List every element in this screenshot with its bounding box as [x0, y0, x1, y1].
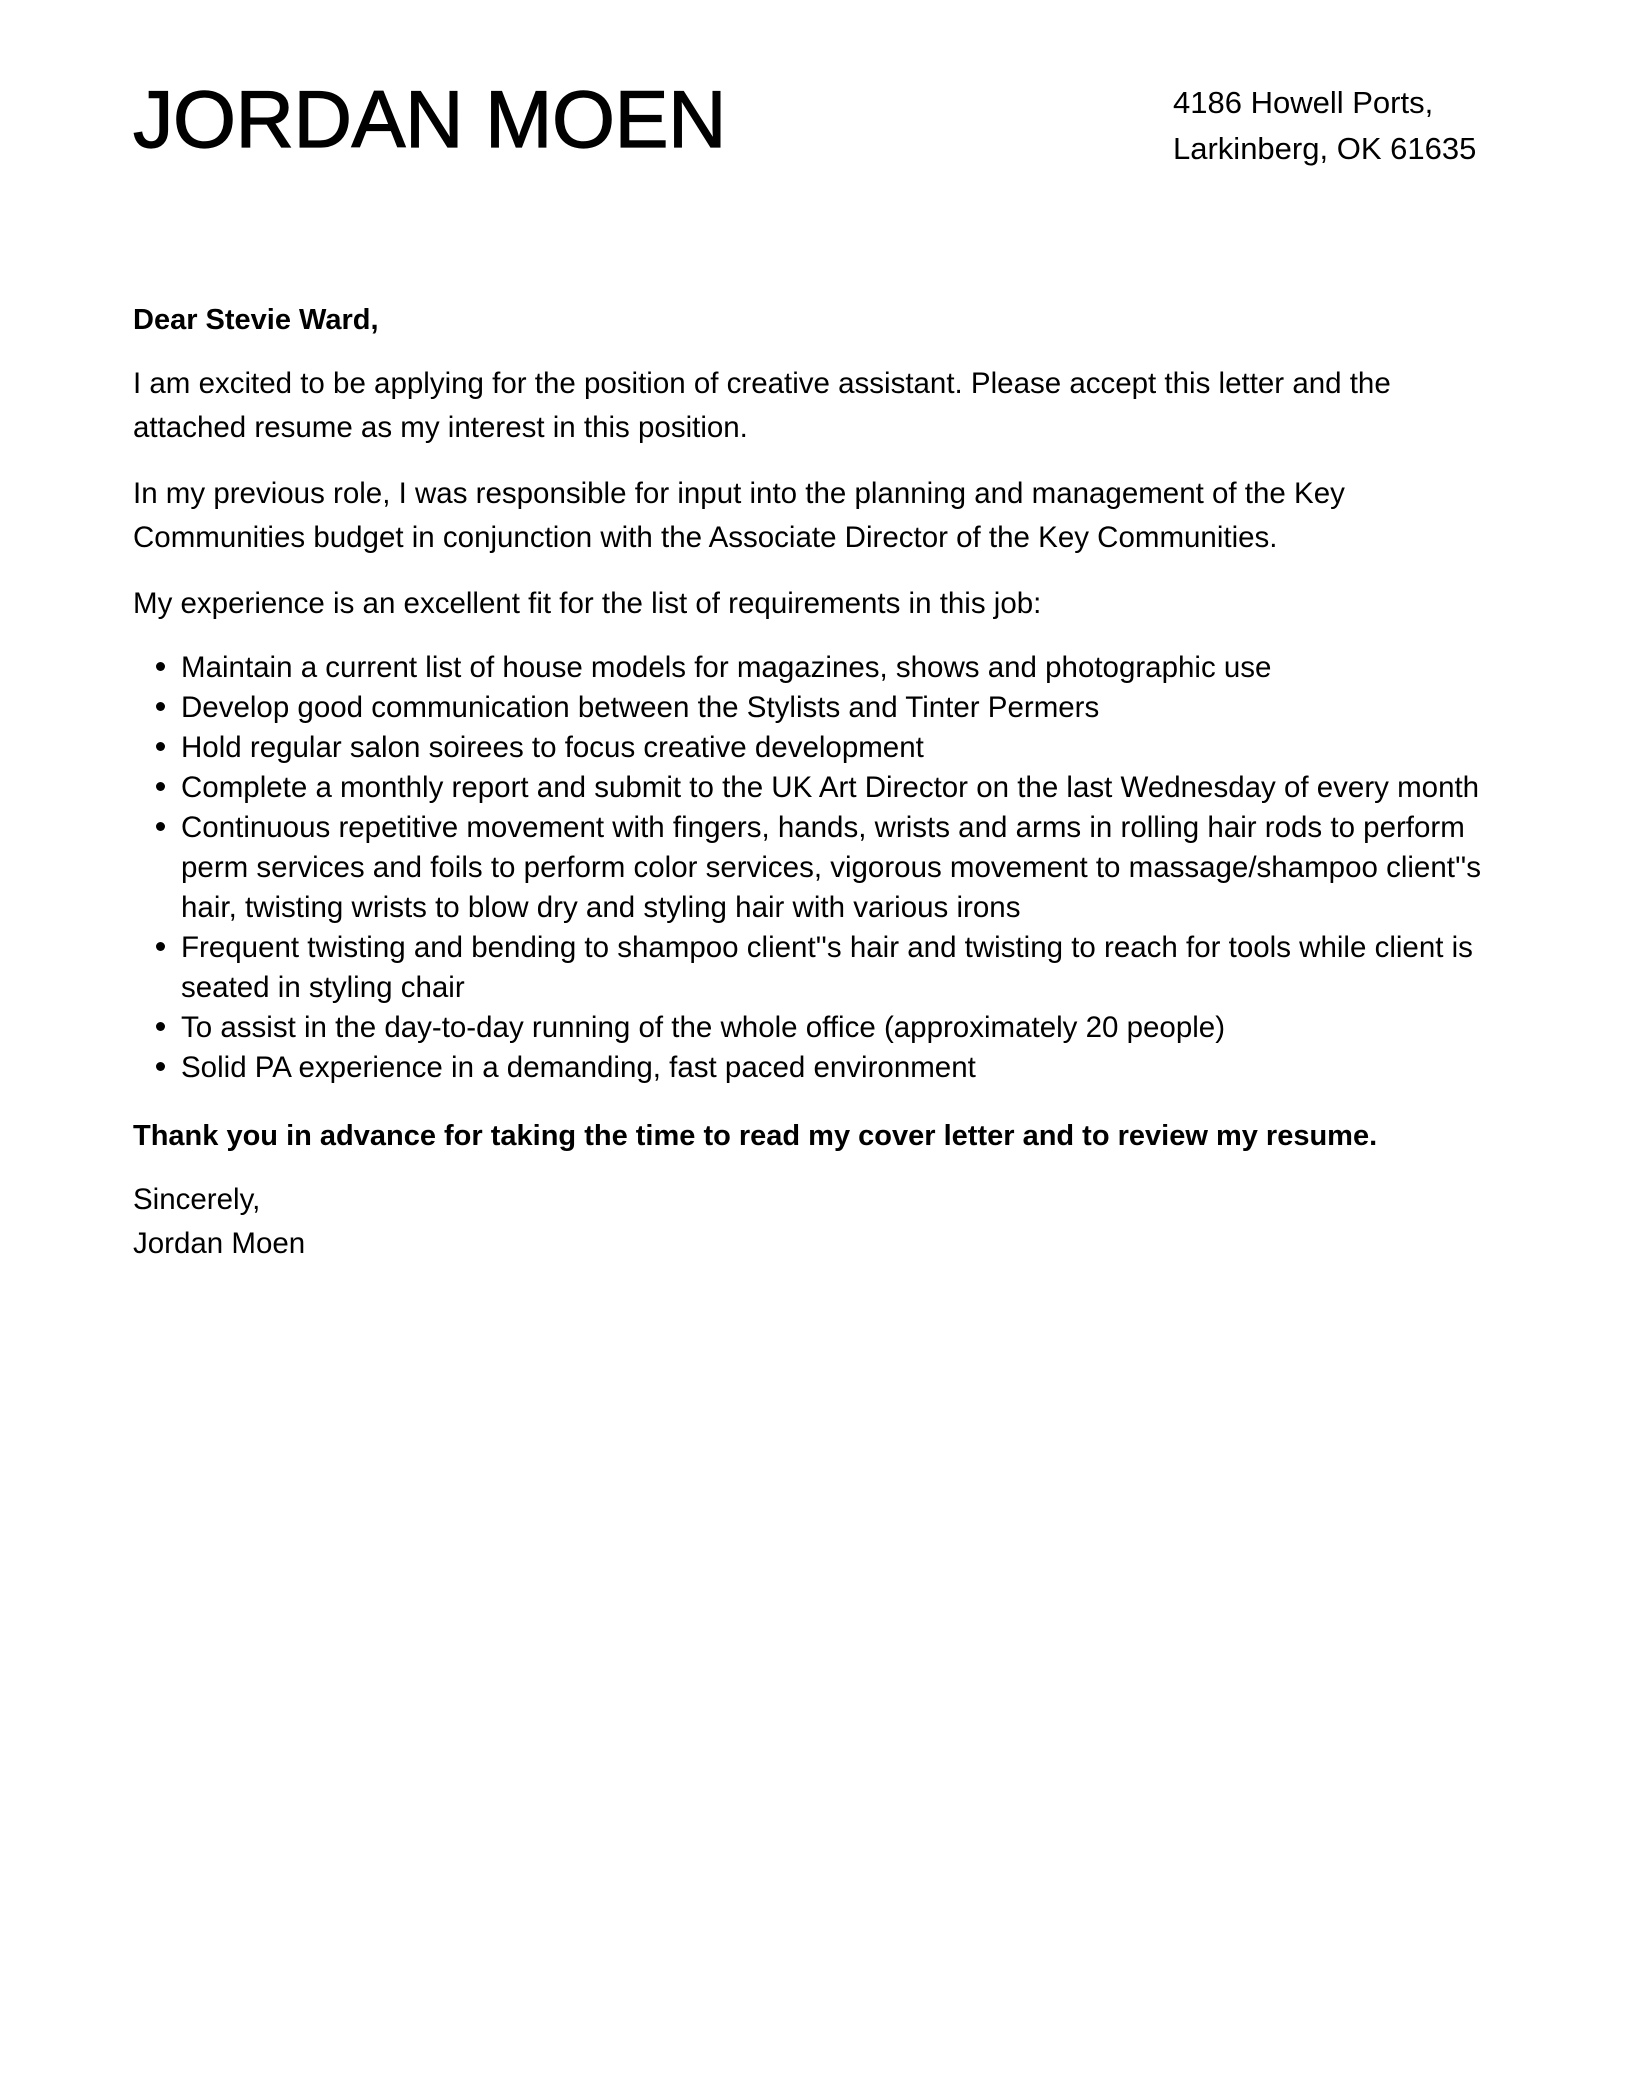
requirement-text: Frequent twisting and bending to shampoo client''s hair and twisting to reach for tools while client is seated in styling chair: [181, 931, 1473, 1004]
signoff: Sincerely,: [133, 1183, 261, 1216]
list-item: [181, 808, 1503, 928]
list-item: [181, 1008, 1503, 1048]
closing-paragraph: Thank you in advance for taking the time to read my cover letter and to review my resume.: [133, 1120, 1378, 1152]
requirement-text: Maintain a current list of house models for magazines, shows and photographic use: [181, 651, 1272, 684]
requirement-text: Develop good communication between the Stylists and Tinter Permers: [181, 691, 1100, 724]
address-line-1: 4186 Howell Ports,: [1173, 85, 1434, 120]
requirement-text: Complete a monthly report and submit to the UK Art Director on the last Wednesday of every month: [181, 771, 1480, 804]
list-item: [181, 768, 1503, 808]
list-item: [181, 728, 1503, 768]
list-item: [181, 928, 1503, 1008]
requirement-text: To assist in the day-to-day running of the whole office (approximately 20 people): [181, 1011, 1226, 1044]
letter-header: [133, 70, 1503, 190]
applicant-name: JORDAN MOEN: [133, 75, 727, 165]
bullet-icon: [153, 1048, 167, 1088]
requirements-intro: My experience is an excellent fit for the list of requirements in this job:: [133, 587, 1042, 620]
list-item: [181, 1048, 1503, 1088]
bullet-icon: [153, 768, 167, 808]
intro-paragraph: I am excited to be applying for the position of creative assistant. Please accept this letter and the attached resume as my interest in this position.: [133, 367, 1391, 444]
list-item: [181, 688, 1503, 728]
bullet-icon: [153, 728, 167, 768]
bullet-icon: [153, 648, 167, 688]
requirements-list: [133, 648, 1503, 1088]
requirement-text: Solid PA experience in a demanding, fast paced environment: [181, 1051, 976, 1084]
bullet-icon: [153, 1008, 167, 1048]
address-line-2: Larkinberg, OK 61635: [1173, 131, 1477, 166]
list-item: [181, 648, 1503, 688]
bullet-icon: [153, 808, 167, 848]
requirement-text: Hold regular salon soirees to focus creative development: [181, 731, 924, 764]
requirement-text: Continuous repetitive movement with fingers, hands, wrists and arms in rolling hair rods to perform perm services and foils to perform color services, vigorous movement to massage/shampoo client''s hair, twisting wrists to blow dry and styling hair with various irons: [181, 811, 1481, 924]
signature-name: Jordan Moen: [133, 1227, 306, 1260]
signoff-block: [133, 1178, 1503, 1266]
bullet-icon: [153, 688, 167, 728]
letter-body: [133, 298, 1503, 1266]
applicant-address: [1173, 80, 1476, 172]
salutation: Dear Stevie Ward,: [133, 304, 379, 336]
previous-role-paragraph: In my previous role, I was responsible for input into the planning and management of the Key Communities budget in conjunction with the Associate Director of the Key Communities.: [133, 477, 1345, 554]
bullet-icon: [153, 928, 167, 968]
